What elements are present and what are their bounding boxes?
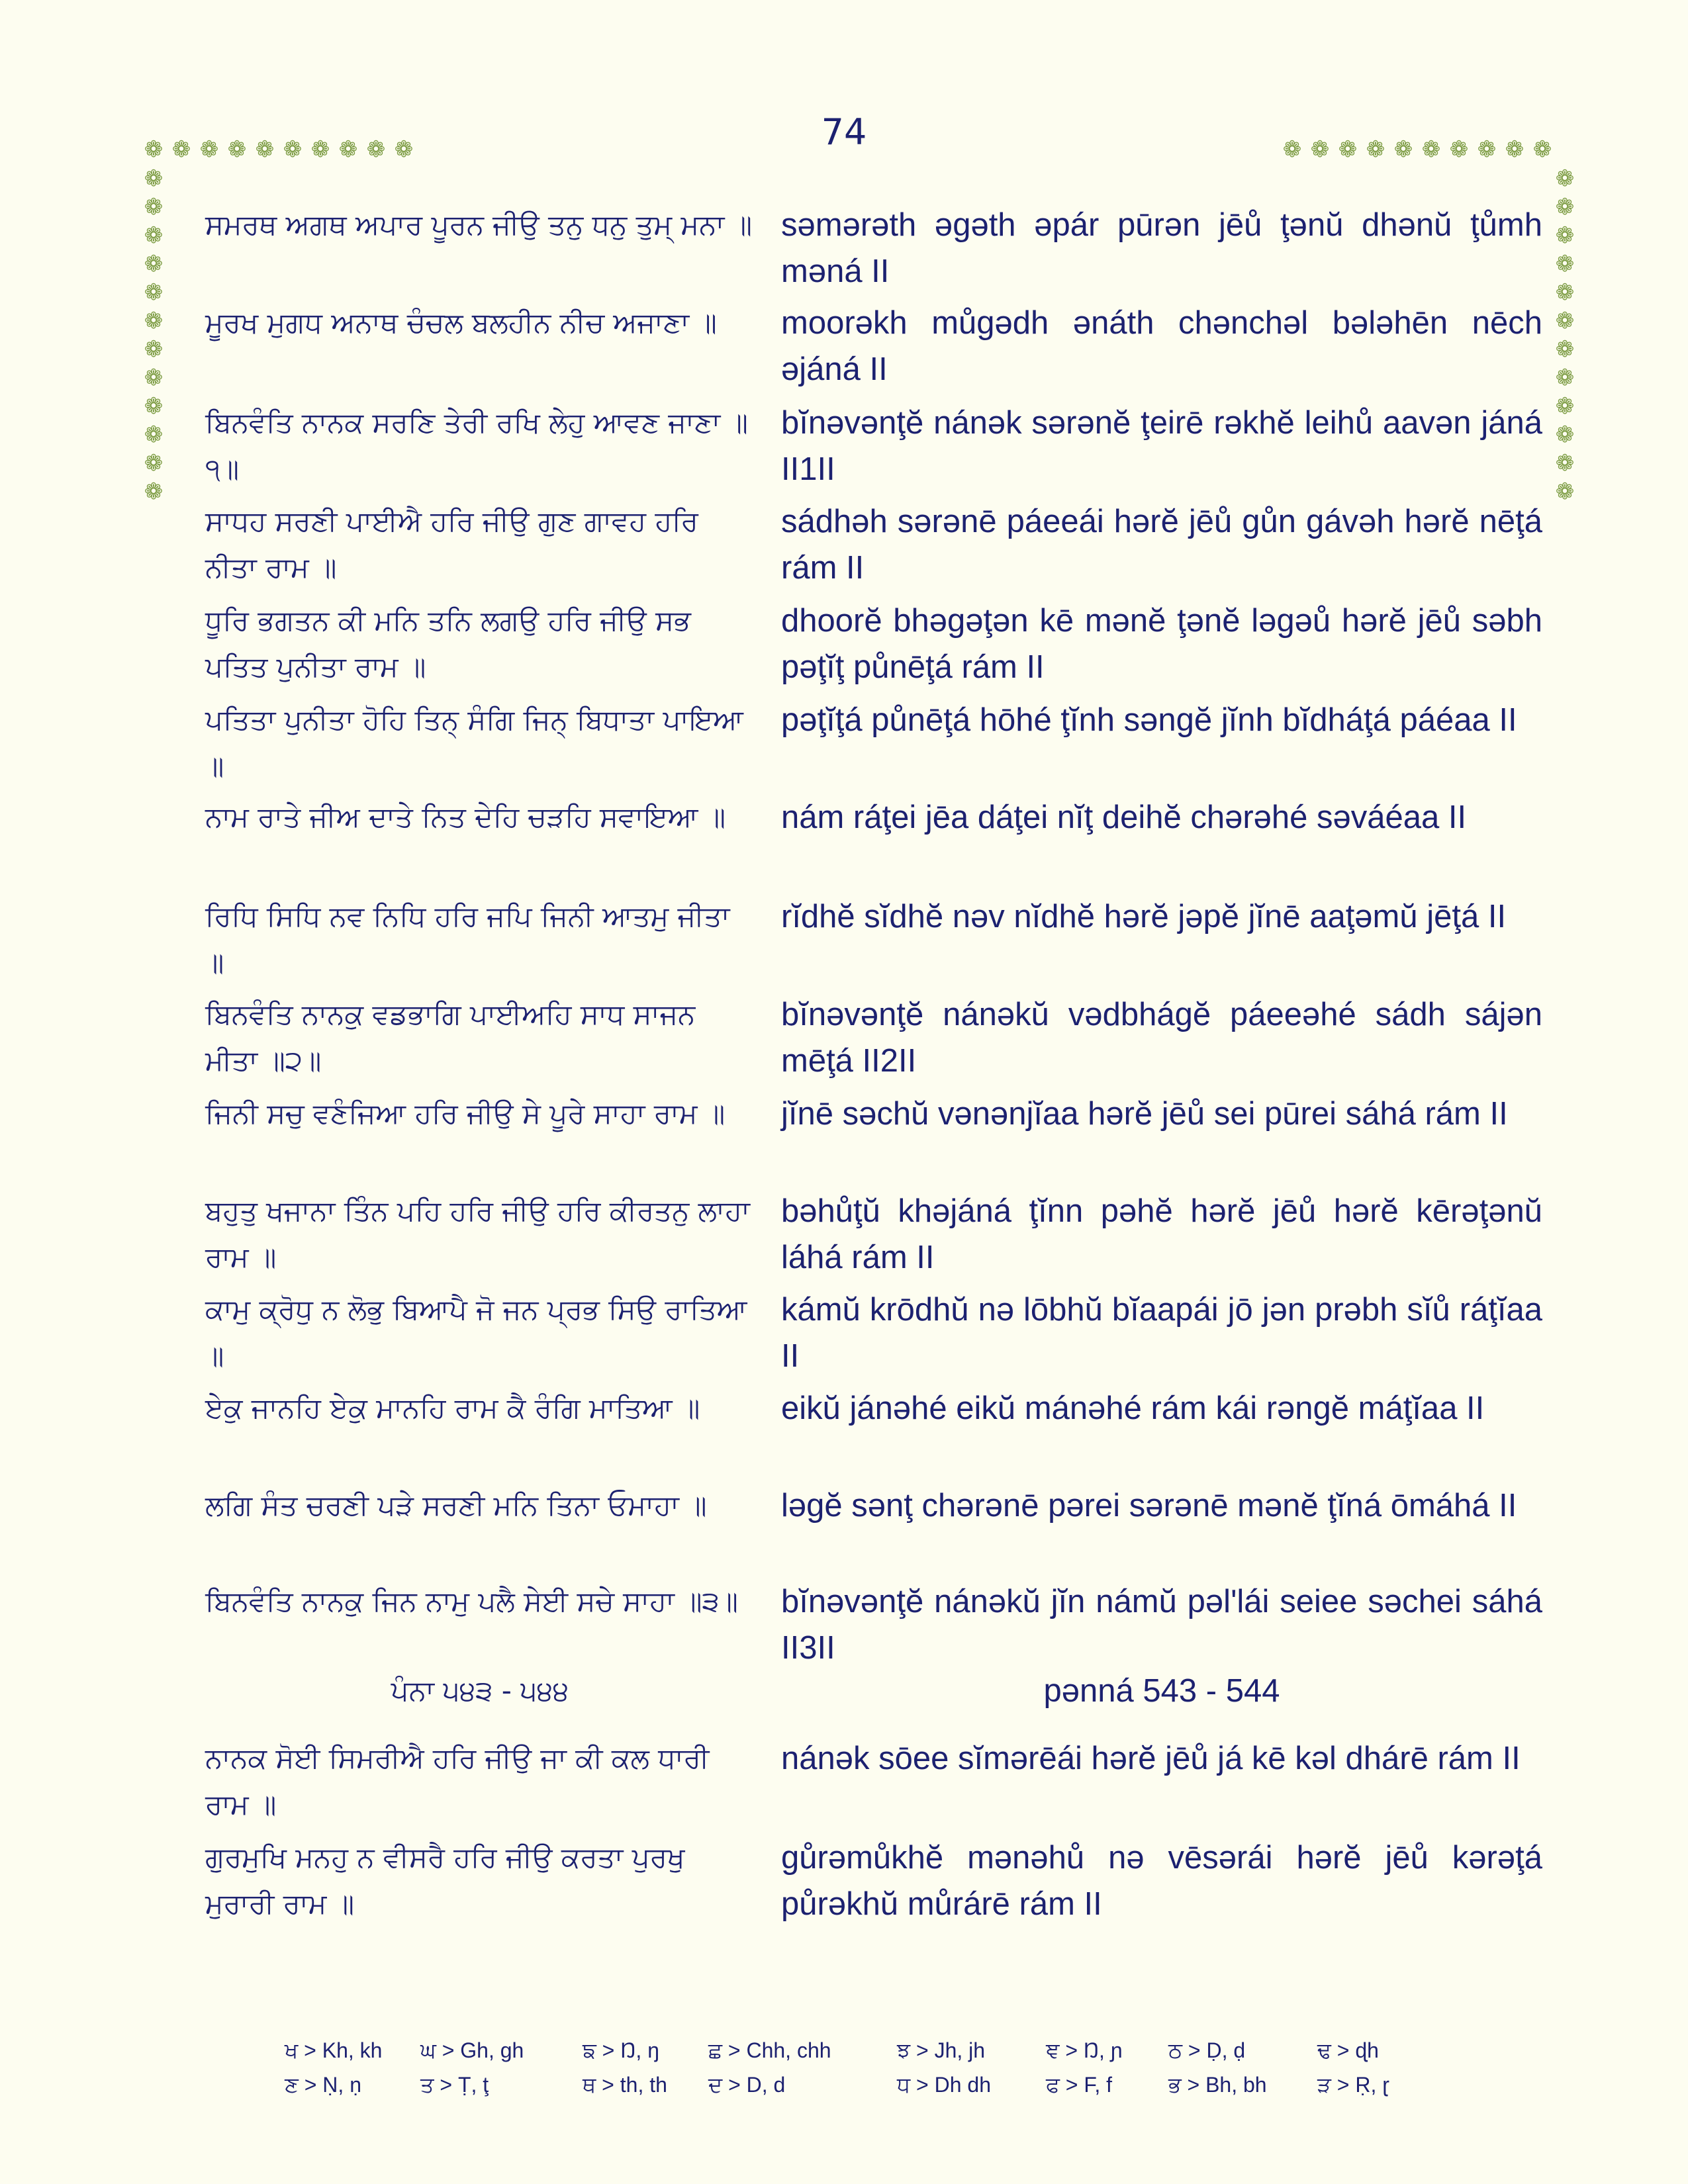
verse-roman: nánək sōee sĭmərēái hərĕ jēů já kē kəl dhárē rám II [781,1741,1521,1776]
flower-ornament-icon: ❁ [1555,336,1575,363]
flower-ornament-icon: ❁ [144,279,164,306]
verse-gurmukhi: ਕਾਮੁ ਕ੍ਰੋਧੁ ਨ ਲੋਭੁ ਬਿਆਪੈ ਜੋ ਜਨ ਪ੍ਰਭ ਸਿਉ ਰਾਤਿਆ ॥ [205,1293,747,1372]
legend-entry: ਧ > Dh dh [897,2073,992,2097]
page-reference-roman: pənná 543 - 544 [1043,1673,1280,1709]
flower-ornament-icon: ❁ [171,136,191,163]
flower-ornament-icon: ❁ [1555,450,1575,477]
verse-gurmukhi: ਰਿਧਿ ਸਿਧਿ ਨਵ ਨਿਧਿ ਹਰਿ ਜਪਿ ਜਿਨੀ ਆਤਮੁ ਜੀਤਾ ॥ [205,900,730,979]
verse-gurmukhi: ਨਾਮ ਰਾਤੇ ਜੀਅ ਦਾਤੇ ਨਿਤ ਦੇਹਿ ਚੜਹਿ ਸਵਾਇਆ ॥ [205,801,726,833]
verse-roman: gůrəmůkhĕ mənəhů nə vēsərái hərĕ jēů kərəţá půrəkhŭ můrárē rám II [781,1840,1542,1922]
verse-gurmukhi: ਜਿਨੀ ਸਚੁ ਵਣੰਜਿਆ ਹਰਿ ਜੀਉ ਸੇ ਪੂਰੇ ਸਾਹਾ ਰਾਮ ॥ [205,1097,726,1130]
legend-entry: ਫ > F, f [1046,2073,1113,2097]
verse-gurmukhi: ਬਿਨਵੰਤਿ ਨਾਨਕ ਸਰਣਿ ਤੇਰੀ ਰਖਿ ਲੇਹੁ ਆਵਣ ਜਾਣਾ ॥੧॥ [205,406,748,485]
legend-entry: ਤ > Ṭ, ţ [420,2073,489,2097]
flower-ornament-icon: ❁ [144,251,164,277]
verse-roman: bĭnəvənţĕ nánəkŭ jĭn námŭ pəl'lái seiee səchei sáhá II3II [781,1584,1542,1666]
verse-gurmukhi: ਬਹੁਤੁ ਖਜਾਨਾ ਤਿੰਨ ਪਹਿ ਹਰਿ ਜੀਉ ਹਰਿ ਕੀਰਤਨੁ ਲਾਹਾ ਰਾਮ ॥ [205,1195,750,1273]
legend-entry: ਙ > Ŋ, ŋ [583,2038,659,2062]
flower-ornament-icon: ❁ [144,422,164,448]
verse-roman: bĭnəvənţĕ nánəkŭ vədbhágĕ páeeəhé sádh sájən mēţá II2II [781,997,1542,1079]
verse-roman: moorəkh můgədh ənáth chənchəl bələhēn nēch əjáná II [781,305,1542,387]
verse-gurmukhi: ਪਤਿਤਾ ਪੁਨੀਤਾ ਹੋਹਿ ਤਿਨ੍ ਸੰਗਿ ਜਿਨ੍ ਬਿਧਾਤਾ ਪਾਇਆ ॥ [205,704,743,782]
verse-gurmukhi: ਸਾਧਹ ਸਰਣੀ ਪਾਈਐ ਹਰਿ ਜੀਉ ਗੁਣ ਗਾਵਹ ਹਰਿ ਨੀਤਾ ਰਾਮ ॥ [205,505,698,584]
legend-entry: ਦ > D, d [708,2073,786,2097]
verse-roman: sádhəh sərənē páeeái hərĕ jēů gůn gávəh hərĕ nēţá rám II [781,504,1542,586]
flower-ornament-icon: ❁ [1555,308,1575,334]
flower-ornament-icon: ❁ [1555,251,1575,277]
flower-ornament-icon: ❁ [1477,136,1497,163]
verse-gurmukhi: ਸਮਰਥ ਅਗਥ ਅਪਾਰ ਪੂਰਨ ਜੀਉ ਤਨੁ ਧਨੁ ਤੁਮ੍ ਮਨਾ ॥ [205,208,753,241]
verse-roman: ləgĕ sənţ chərənē pərei sərənē mənĕ ţĭná ōmáhá II [781,1488,1517,1524]
flower-ornament-icon: ❁ [144,450,164,477]
flower-ornament-icon: ❁ [1421,136,1441,163]
page-reference-gurmukhi: ਪੰਨਾ ੫੪੩ - ੫੪੪ [391,1674,569,1707]
verse-roman: bəhůţŭ khəjáná ţĭnn pəhĕ hərĕ jēů hərĕ kērəţənŭ láhá rám II [781,1193,1542,1275]
verse-roman: nám ráţei jēa dáţei nĭţ deihĕ chərəhé səváéaa II [781,799,1467,835]
flower-ornament-icon: ❁ [1555,478,1575,505]
flower-ornament-icon: ❁ [199,136,219,163]
verse-roman: rĭdhĕ sĭdhĕ nəv nĭdhĕ hərĕ jəpĕ jĭnē aaţəmŭ jēţá II [781,899,1507,934]
verse-gurmukhi: ਗੁਰਮੁਖਿ ਮਨਹੁ ਨ ਵੀਸਰੈ ਹਰਿ ਜੀਉ ਕਰਤਾ ਪੁਰਖੁ ਮੁਰਾਰੀ ਰਾਮ ॥ [205,1841,685,1920]
verse-roman: bĭnəvənţĕ nánək sərənĕ ţeirē rəkhĕ leihů aavən jáná II1II [781,405,1542,487]
flower-ornament-icon: ❁ [144,365,164,391]
legend-entry: ਖ > Kh, kh [285,2038,383,2062]
flower-ornament-icon: ❁ [1449,136,1469,163]
flower-ornament-icon: ❁ [1366,136,1385,163]
legend-entry: ਞ > Ŋ, ɲ [1046,2038,1123,2062]
verse-gurmukhi: ਏਕੁ ਜਾਨਹਿ ਏਕੁ ਮਾਨਹਿ ਰਾਮ ਕੈ ਰੰਗਿ ਮਾਤਿਆ ॥ [205,1392,700,1424]
flower-ornament-icon: ❁ [144,478,164,505]
flower-ornament-icon: ❁ [338,136,358,163]
flower-ornament-icon: ❁ [144,136,164,163]
flower-ornament-icon: ❁ [1555,422,1575,448]
flower-ornament-icon: ❁ [227,136,247,163]
flower-ornament-icon: ❁ [1555,165,1575,192]
verse-roman: jĭnē səchŭ vənənjĭaa hərĕ jēů sei pūrei sáhá rám II [781,1096,1508,1132]
flower-ornament-icon: ❁ [144,393,164,420]
legend-entry: ੜ > Ṛ, ɽ [1317,2073,1389,2097]
flower-ornament-icon: ❁ [1555,222,1575,249]
flower-ornament-icon: ❁ [1555,194,1575,220]
flower-ornament-icon: ❁ [1310,136,1330,163]
legend-entry: ਥ > th, th [583,2073,667,2097]
flower-ornament-icon: ❁ [1505,136,1524,163]
flower-ornament-icon: ❁ [144,308,164,334]
flower-ornament-icon: ❁ [394,136,414,163]
verse-roman: dhoorĕ bhəgəţən kē mənĕ ţənĕ ləgəů hərĕ jēů səbh pəţĭţ půnēţá rám II [781,603,1542,685]
flower-ornament-icon: ❁ [144,222,164,249]
verse-gurmukhi: ਮੂਰਖ ਮੁਗਧ ਅਨਾਥ ਚੰਚਲ ਬਲਹੀਨ ਨੀਚ ਅਜਾਣਾ ॥ [205,306,717,339]
legend-entry: ਣ > Ṇ, ṇ [285,2073,361,2097]
page-reference-row [205,1668,1536,1721]
legend-entry: ਝ > Jh, jh [897,2038,986,2062]
flower-ornament-icon: ❁ [1393,136,1413,163]
flower-ornament-icon: ❁ [283,136,303,163]
flower-ornament-icon: ❁ [1282,136,1302,163]
verse-gurmukhi: ਬਿਨਵੰਤਿ ਨਾਨਕੁ ਵਡਭਾਗਿ ਪਾਈਅਹਿ ਸਾਧ ਸਾਜਨ ਮੀਤਾ ॥੨॥ [205,998,696,1077]
flower-ornament-icon: ❁ [310,136,330,163]
flower-ornament-icon: ❁ [1532,136,1552,163]
verse-roman: pəţĭţá půnēţá hōhé ţĭnh səngĕ jĭnh bĭdháţá páéaa II [781,702,1517,738]
flower-ornament-icon: ❁ [1555,365,1575,391]
flower-ornament-icon: ❁ [144,194,164,220]
verse-roman: kámŭ krōdhŭ nə lōbhŭ bĭaapái jō jən prəbh sĭů ráţĭaa II [781,1292,1542,1374]
page-number: 74 [821,111,867,153]
legend-entry: ਭ > Bh, bh [1168,2073,1267,2097]
verse-gurmukhi: ਨਾਨਕ ਸੋਈ ਸਿਮਰੀਐ ਹਰਿ ਜੀਉ ਜਾ ਕੀ ਕਲ ਧਾਰੀ ਰਾਮ ॥ [205,1742,710,1821]
verse-gurmukhi: ਬਿਨਵੰਤਿ ਨਾਨਕੁ ਜਿਨ ਨਾਮੁ ਪਲੈ ਸੇਈ ਸਚੇ ਸਾਹਾ ॥੩॥ [205,1585,738,1617]
flower-ornament-icon: ❁ [144,336,164,363]
legend-entry: ਠ > Ḍ, ḍ [1168,2038,1246,2062]
legend-entry: ਛ > Chh, chh [708,2038,831,2062]
flower-ornament-icon: ❁ [1338,136,1358,163]
flower-ornament-icon: ❁ [144,165,164,192]
flower-ornament-icon: ❁ [366,136,386,163]
verse-gurmukhi: ਧੂਰਿ ਭਗਤਨ ਕੀ ਮਨਿ ਤਨਿ ਲਗਉ ਹਰਿ ਜੀਉ ਸਭ ਪਤਿਤ ਪੁਨੀਤਾ ਰਾਮ ॥ [205,604,691,683]
verse-gurmukhi: ਲਗਿ ਸੰਤ ਚਰਣੀ ਪੜੇ ਸਰਣੀ ਮਨਿ ਤਿਨਾ ਓਮਾਹਾ ॥ [205,1489,707,1522]
verse-roman: səmərəth əgəth əpár pūrən jēů ţənŭ dhənŭ ţůmh məná II [781,207,1542,289]
flower-ornament-icon: ❁ [255,136,275,163]
legend-entry: ਢ > ɖh [1317,2038,1379,2062]
legend-entry: ਘ > Gh, gh [420,2038,524,2062]
verse-roman: eikŭ jánəhé eikŭ mánəhé rám kái rəngĕ máţĭaa II [781,1390,1485,1426]
flower-ornament-icon: ❁ [1555,279,1575,306]
flower-ornament-icon: ❁ [1555,393,1575,420]
